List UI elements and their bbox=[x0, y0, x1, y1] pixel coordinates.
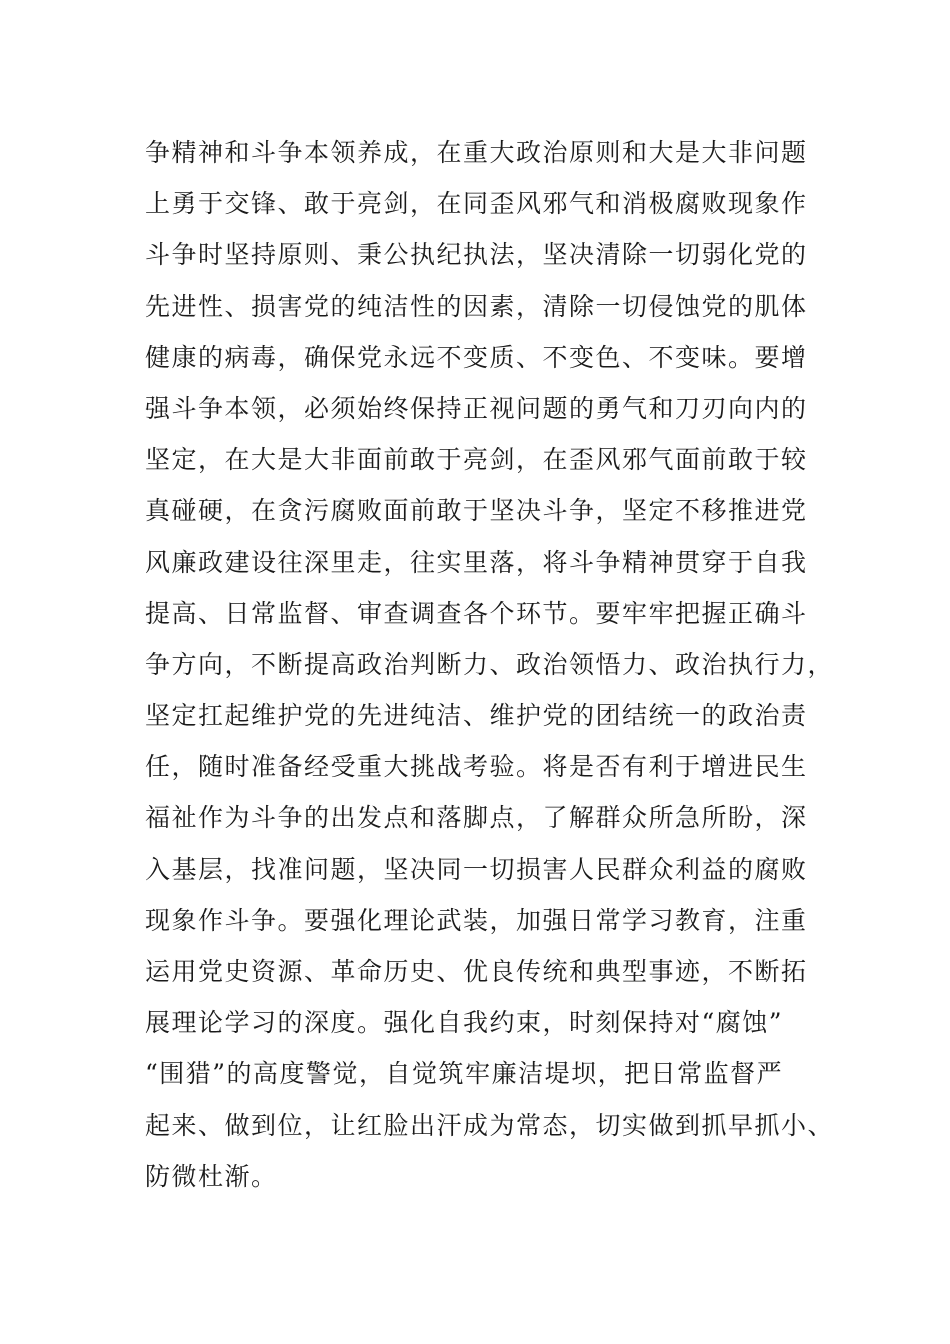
text-line: 任，随时准备经受重大挑战考验。将是否有利于增进民生 bbox=[145, 752, 808, 782]
text-line: 先进性、损害党的纯洁性的因素，清除一切侵蚀党的肌体 bbox=[145, 291, 808, 321]
text-line: 健康的病毒，确保党永远不变质、不变色、不变味。要增 bbox=[145, 342, 808, 372]
text-line: 起来、做到位，让红脸出汗成为常态，切实做到抓早抓小、 bbox=[145, 1110, 835, 1140]
text-line: 现象作斗争。要强化理论武装，加强日常学习教育，注重 bbox=[145, 905, 808, 935]
text-line: 福祉作为斗争的出发点和落脚点，了解群众所急所盼，深 bbox=[145, 803, 808, 833]
text-line: 真碰硬，在贪污腐败面前敢于坚决斗争，坚定不移推进党 bbox=[145, 496, 808, 526]
text-line: 展理论学习的深度。强化自我约束，时刻保持对“腐蚀” bbox=[145, 1008, 784, 1038]
text-line: 入基层，找准问题，坚决同一切损害人民群众利益的腐败 bbox=[145, 854, 808, 884]
text-line: 强斗争本领，必须始终保持正视问题的勇气和刀刃向内的 bbox=[145, 393, 808, 423]
body-paragraph bbox=[145, 127, 835, 1202]
text-line: 坚定，在大是大非面前敢于亮剑，在歪风邪气面前敢于较 bbox=[145, 445, 808, 475]
text-line: 提高、日常监督、审查调查各个环节。要牢牢把握正确斗 bbox=[145, 598, 808, 628]
text-line: 上勇于交锋、敢于亮剑，在同歪风邪气和消极腐败现象作 bbox=[145, 189, 808, 219]
text-line: 争精神和斗争本领养成，在重大政治原则和大是大非问题 bbox=[145, 138, 808, 167]
text-line: 坚定扛起维护党的先进纯洁、维护党的团结统一的政治责 bbox=[145, 701, 808, 731]
text-line: 防微杜渐。 bbox=[145, 1161, 278, 1191]
text-line: 争方向，不断提高政治判断力、政治领悟力、政治执行力， bbox=[145, 649, 835, 679]
text-line: 风廉政建设往深里走，往实里落，将斗争精神贯穿于自我 bbox=[145, 547, 808, 577]
text-line: 斗争时坚持原则、秉公执纪执法，坚决清除一切弱化党的 bbox=[145, 240, 808, 270]
text-line: 运用党史资源、革命历史、优良传统和典型事迹，不断拓 bbox=[145, 957, 808, 986]
text-line: “围猎”的高度警觉，自觉筑牢廉洁堤坝，把日常监督严 bbox=[145, 1059, 784, 1089]
